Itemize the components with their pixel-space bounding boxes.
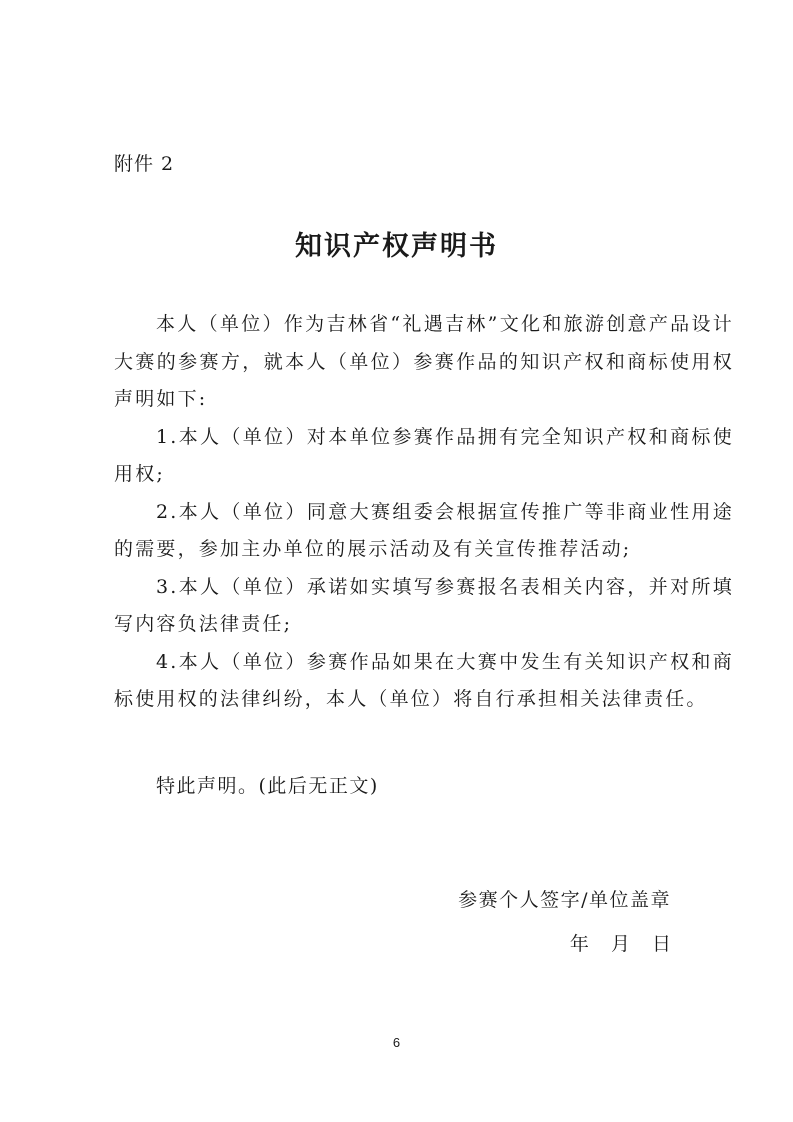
date-line: 年 月 日 — [569, 933, 671, 955]
clause-4: 4.本人（单位）参赛作品如果在大赛中发生有关知识产权和商标使用权的法律纠纷，本人（单位）将自行承担相关法律责任。 — [114, 650, 734, 710]
declaration-body — [114, 306, 734, 719]
signature-label: 参赛个人签字/单位盖章 — [458, 889, 671, 911]
clause-2: 2.本人（单位）同意大赛组委会根据宣传推广等非商业性用途的需要，参加主办单位的展示活动及有关宣传推荐活动; — [114, 500, 734, 560]
attachment-label: 附件 2 — [114, 153, 175, 175]
closing-statement: 特此声明。(此后无正文) — [156, 775, 379, 797]
clause-3: 3.本人（单位）承诺如实填写参赛报名表相关内容，并对所填写内容负法律责任; — [114, 575, 734, 635]
intro-paragraph: 本人（单位）作为吉林省“礼遇吉林”文化和旅游创意产品设计大赛的参赛方，就本人（单位）参赛作品的知识产权和商标使用权声明如下: — [114, 313, 734, 410]
document-title: 知识产权声明书 — [295, 231, 498, 262]
page-number: 6 — [392, 1035, 401, 1050]
clause-1: 1.本人（单位）对本单位参赛作品拥有完全知识产权和商标使用权; — [114, 425, 734, 485]
